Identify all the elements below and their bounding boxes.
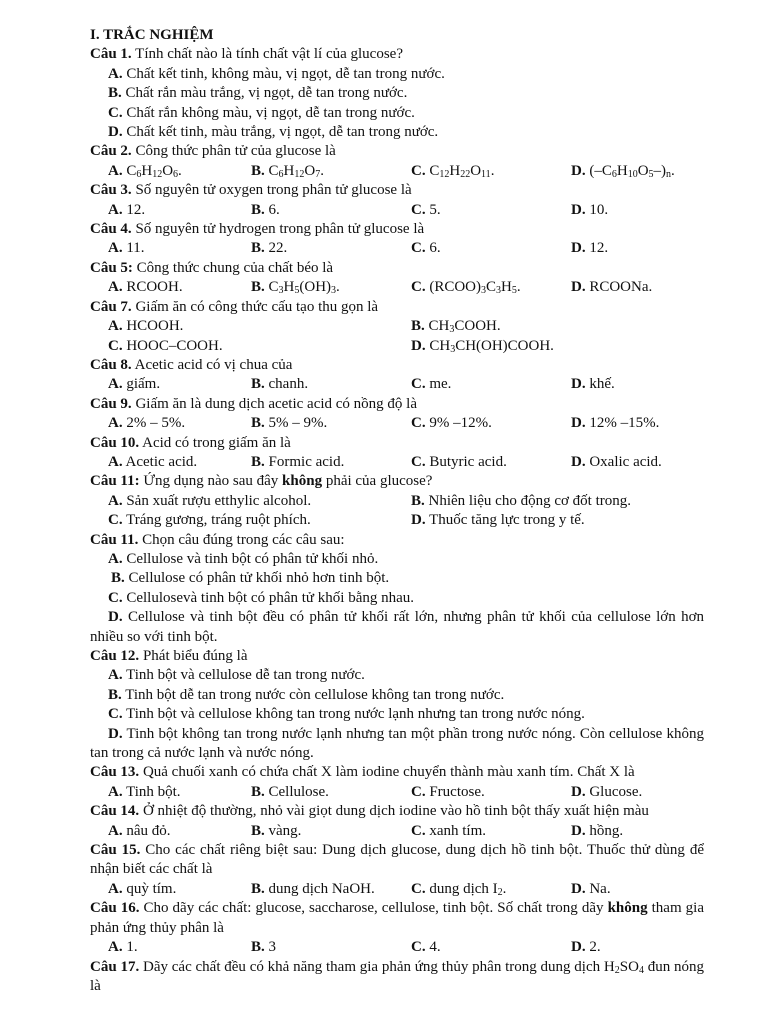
option-1b: B. Chất rắn màu trắng, vị ngọt, dễ tan trong nước. (108, 85, 408, 102)
option-3d: D. 10. (571, 201, 609, 218)
option-4c: C. 6. (411, 240, 441, 257)
option-9c: C. 9% –12%. (411, 415, 492, 432)
option-7a: A. HCOOH. (108, 318, 184, 335)
option-12c: C. Tinh bột và cellulose không tan trong nước lạnh nhưng tan trong nước nóng. (108, 706, 585, 723)
option-11a-a: A. Sản xuất rượu etthylic alcohol. (108, 492, 312, 509)
question-4: Câu 4. Số nguyên tử hydrogen trong phân tử glucose là (90, 221, 425, 238)
question-9: Câu 9. Giấm ăn là dung dịch acetic acid có nồng độ là (90, 395, 418, 412)
option-11a-d: D. Thuốc tăng lực trong y tế. (411, 512, 585, 529)
option-14d: D. hồng. (571, 822, 624, 839)
option-11b-b: B. Cellulose có phân tử khối nhỏ hơn tinh bột. (111, 570, 390, 587)
question-11a: Câu 11: Ứng dụng nào sau đây không phải của glucose? (90, 473, 433, 490)
option-15d: D. Na. (571, 880, 611, 897)
options-row-15 (90, 880, 704, 899)
option-2c: C. $C_{12}H_{22}O_{11}$. (411, 162, 495, 180)
option-12b: B. Tinh bột dễ tan trong nước còn cellulose không tan trong nước. (108, 686, 505, 703)
option-1d: D. Chất kết tinh, màu trắng, vị ngọt, dễ tan trong nước. (108, 124, 439, 141)
option-14b: B. vàng. (251, 822, 302, 839)
option-11a-b: B. Nhiên liệu cho động cơ đốt trong. (411, 492, 631, 509)
option-9a: A. 2% – 5%. (108, 415, 186, 432)
option-3a: A. 12. (108, 201, 146, 218)
question-3: Câu 3. Số nguyên tử oxygen trong phân tử glucose là (90, 182, 412, 199)
option-11b-a: A. Cellulose và tinh bột có phân tử khối nhỏ. (108, 550, 379, 567)
option-8d: D. khế. (571, 376, 615, 393)
question-12: Câu 12. Phát biểu đúng là (90, 648, 248, 664)
option-14c: C. xanh tím. (411, 822, 487, 839)
option-16b: B. 3 (251, 939, 277, 956)
options-row-4 (90, 239, 704, 258)
question-10: Câu 10. Acid có trong giấm ăn là (90, 434, 291, 451)
option-5d: D. RCOONa. (571, 279, 653, 296)
option-11a-c: C. Tráng gương, tráng ruột phích. (108, 512, 311, 529)
option-15c: C. dung dịch $I_2$. (411, 880, 507, 898)
options-row-11a-1 (90, 492, 704, 511)
question-11b: Câu 11. Chọn câu đúng trong các câu sau: (90, 531, 345, 548)
question-14: Câu 14. Ở nhiệt độ thường, nhỏ vài giọt dung dịch iodine vào hồ tinh bột thấy xuất hiện màu (90, 803, 649, 820)
option-2b: B. $C_6H_{12}O_7$. (251, 162, 324, 180)
option-8b: B. chanh. (251, 376, 309, 393)
question-2: Câu 2. Công thức phân tử của glucose là (90, 143, 336, 160)
option-15a: A. quỳ tím. (108, 880, 177, 897)
option-12a: A. Tinh bột và cellulose dễ tan trong nước. (108, 667, 365, 684)
options-row-9 (90, 414, 704, 433)
question-1: Câu 1. Tính chất nào là tính chất vật lí của glucose? (90, 46, 403, 63)
option-16a: A. 1. (108, 939, 138, 956)
option-4a: A. 11. (108, 240, 145, 257)
option-3c: C. 5. (411, 201, 441, 218)
option-12d: D. Tinh bột không tan trong nước lạnh nhưng tan một phần trong nước nóng. Còn cellulose không tan trong cả nước lạnh và nước nóng. (90, 725, 705, 762)
options-row-10 (90, 453, 704, 472)
options-row-13 (90, 783, 704, 802)
options-row-2 (90, 162, 704, 181)
option-9b: B. 5% – 9%. (251, 415, 328, 432)
question-5: Câu 5: Công thức chung của chất béo là (90, 259, 334, 276)
option-1c: C. Chất rắn không màu, vị ngọt, dễ tan trong nước. (108, 104, 415, 121)
options-row-14 (90, 822, 704, 841)
option-2d: D. $(-C_6H_{10}O_5-)_n$. (571, 162, 675, 180)
question-17: Câu 17. Dãy các chất đều có khả năng tham gia phản ứng thủy phân trong dung dịch $H_2SO_4$ đun nóng là (90, 958, 704, 994)
question-16: Câu 16. Cho dãy các chất: glucose, saccharose, cellulose, tinh bột. Số chất trong dãy không tham gia phản ứng thủy phân là (90, 900, 704, 936)
option-7d: D. $CH_3CH(OH)COOH$. (411, 337, 554, 355)
option-1a: A. Chất kết tinh, không màu, vị ngọt, dễ tan trong nước. (108, 65, 445, 82)
question-7: Câu 7. Giấm ăn có công thức cấu tạo thu gọn là (90, 298, 379, 315)
option-13b: B. Cellulose. (251, 783, 329, 800)
option-5c: C. $(RCOO)_3C_3H_5$. (411, 279, 521, 297)
options-row-5 (90, 278, 704, 297)
option-16c: C. 4. (411, 939, 441, 956)
option-10d: D. Oxalic acid. (571, 453, 662, 470)
option-15b: B. dung dịch NaOH. (251, 880, 375, 897)
options-row-7a (90, 317, 704, 336)
options-row-7b (90, 337, 704, 356)
option-9d: D. 12% –15%. (571, 415, 660, 432)
option-7c: C. HOOC–COOH. (108, 337, 223, 354)
option-7b: B. $CH_3COOH$. (411, 318, 501, 336)
option-11b-c: C. Cellulosevà tinh bột có phân tử khối bằng nhau. (108, 589, 415, 606)
section-title: I. TRẮC NGHIỆM (90, 27, 214, 43)
option-3b: B. 6. (251, 201, 280, 218)
options-row-3 (90, 201, 704, 220)
question-13: Câu 13. Quả chuối xanh có chứa chất X làm iodine chuyển thành màu xanh tím. Chất X là (90, 764, 635, 781)
option-4b: B. 22. (251, 240, 288, 257)
option-4d: D. 12. (571, 240, 609, 257)
option-13d: D. Glucose. (571, 783, 643, 800)
option-5a: A. RCOOH. (108, 279, 183, 296)
options-row-11a-2 (90, 511, 704, 530)
options-row-16 (90, 938, 704, 957)
option-13a: A. Tinh bột. (108, 783, 181, 800)
option-5b: B. $C_3H_5(OH)_3$. (251, 279, 340, 297)
quiz-document (90, 26, 704, 996)
option-10a: A. Acetic acid. (108, 453, 198, 470)
option-2a: A. $C_6H_{12}O_6$. (108, 162, 182, 180)
option-8c: C. me. (411, 376, 452, 393)
option-13c: C. Fructose. (411, 783, 485, 800)
question-15: Câu 15. Cho các chất riêng biệt sau: Dung dịch glucose, dung dịch hồ tinh bột. Thuốc thử dùng để nhận biết các chất là (90, 842, 704, 878)
option-8a: A. giấm. (108, 376, 161, 393)
option-16d: D. 2. (571, 939, 601, 956)
option-10b: B. Formic acid. (251, 453, 345, 470)
option-10c: C. Butyric acid. (411, 453, 507, 470)
option-14a: A. nâu đỏ. (108, 822, 171, 839)
option-11b-d: D. Cellulose và tinh bột đều có phân tử khối rất lớn, nhưng phân tử khối của cellulose lớn hơn nhiều so với tinh bột. (90, 609, 705, 645)
question-8: Câu 8. Acetic acid có vị chua của (90, 356, 293, 373)
options-row-8 (90, 375, 704, 394)
